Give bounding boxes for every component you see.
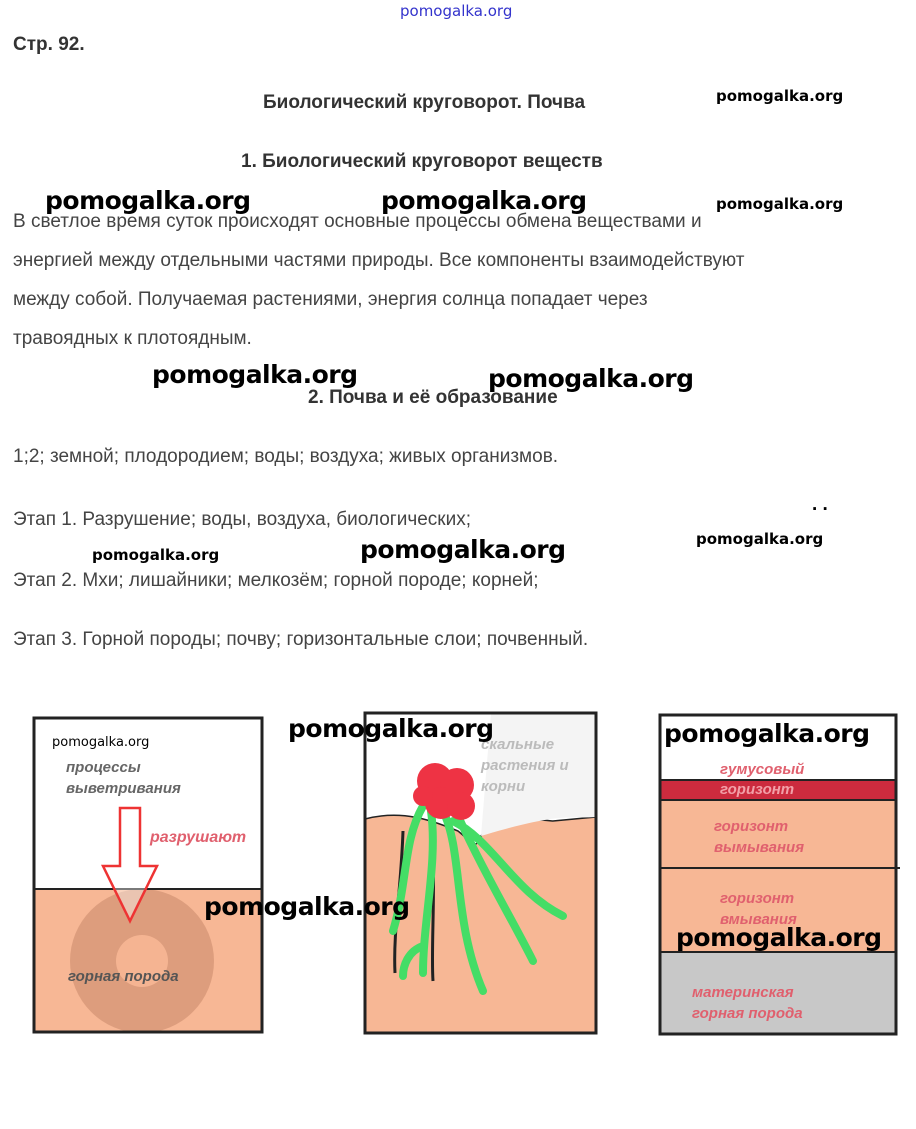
watermark: pomogalka.org (360, 535, 566, 564)
plant-label: корни (481, 778, 526, 795)
section2-answer: 1;2; земной; плодородием; воды; воздуха; живых организмов. (13, 446, 559, 467)
watermark: pomogalka.org (716, 87, 844, 105)
destroy-label: разрушают (150, 829, 247, 846)
watermark: pomogalka.org (152, 360, 358, 389)
watermark: pomogalka.org (664, 719, 870, 748)
washin-label: горизонт (720, 890, 795, 907)
page-title: Биологический круговорот. Почва (263, 92, 586, 113)
page-number: Стр. 92. (13, 34, 85, 55)
process-label: процессы (66, 759, 141, 776)
section2-heading: 2. Почва и её образование (308, 387, 558, 408)
section1-line: между собой. Получаемая растениями, энергия солнца попадает через (13, 289, 648, 310)
section1-line: энергией между отдельными частями природы. Все компоненты взаимодействуют (13, 250, 745, 271)
stage2-text: Этап 2. Мхи; лишайники; мелкозём; горной породе; корней; (13, 570, 539, 591)
watermark: pomogalka.org (676, 923, 882, 952)
watermark: pomogalka.org (92, 546, 220, 564)
watermark: pomogalka.org (488, 364, 694, 393)
stage3-text: Этап 3. Горной породы; почву; горизонтальные слои; почвенный. (13, 629, 589, 650)
washin-label: вмывания (720, 911, 797, 928)
watermark: pomogalka.org (696, 530, 824, 548)
parent-label: горная порода (692, 1005, 803, 1022)
soil-horizons-diagram (658, 713, 900, 1036)
rock-label: горная порода (68, 968, 179, 985)
washout-label: вымывания (714, 839, 805, 856)
watermark: pomogalka.org (52, 735, 150, 750)
section1-line: травоядных к плотоядным. (13, 328, 252, 349)
plant-label: скальные (481, 736, 555, 753)
section1-heading: 1. Биологический круговорот веществ (241, 151, 603, 172)
watermark: pomogalka.org (45, 186, 251, 215)
plant-label: растения и (481, 757, 569, 774)
humus-label: горизонт (720, 781, 795, 798)
section1-line: В светлое время суток происходят основные процессы обмена веществами и (13, 211, 702, 232)
watermark-top[interactable]: pomogalka.org (400, 2, 513, 20)
roots-diagram (363, 711, 598, 1035)
soil-area (365, 815, 596, 1033)
weathering-diagram (32, 716, 264, 1034)
watermark: pomogalka.org (204, 892, 410, 921)
parent-label: материнская (692, 984, 794, 1001)
stage1-text: Этап 1. Разрушение; воды, воздуха, биологических; (13, 509, 471, 530)
washout-label: горизонт (714, 818, 789, 835)
watermark: pomogalka.org (381, 186, 587, 215)
humus-label: гумусовый (720, 761, 805, 778)
stray-dots: . . (812, 494, 828, 515)
watermark: pomogalka.org (716, 195, 844, 213)
watermark: pomogalka.org (288, 714, 494, 743)
process-label: выветривания (66, 780, 181, 797)
